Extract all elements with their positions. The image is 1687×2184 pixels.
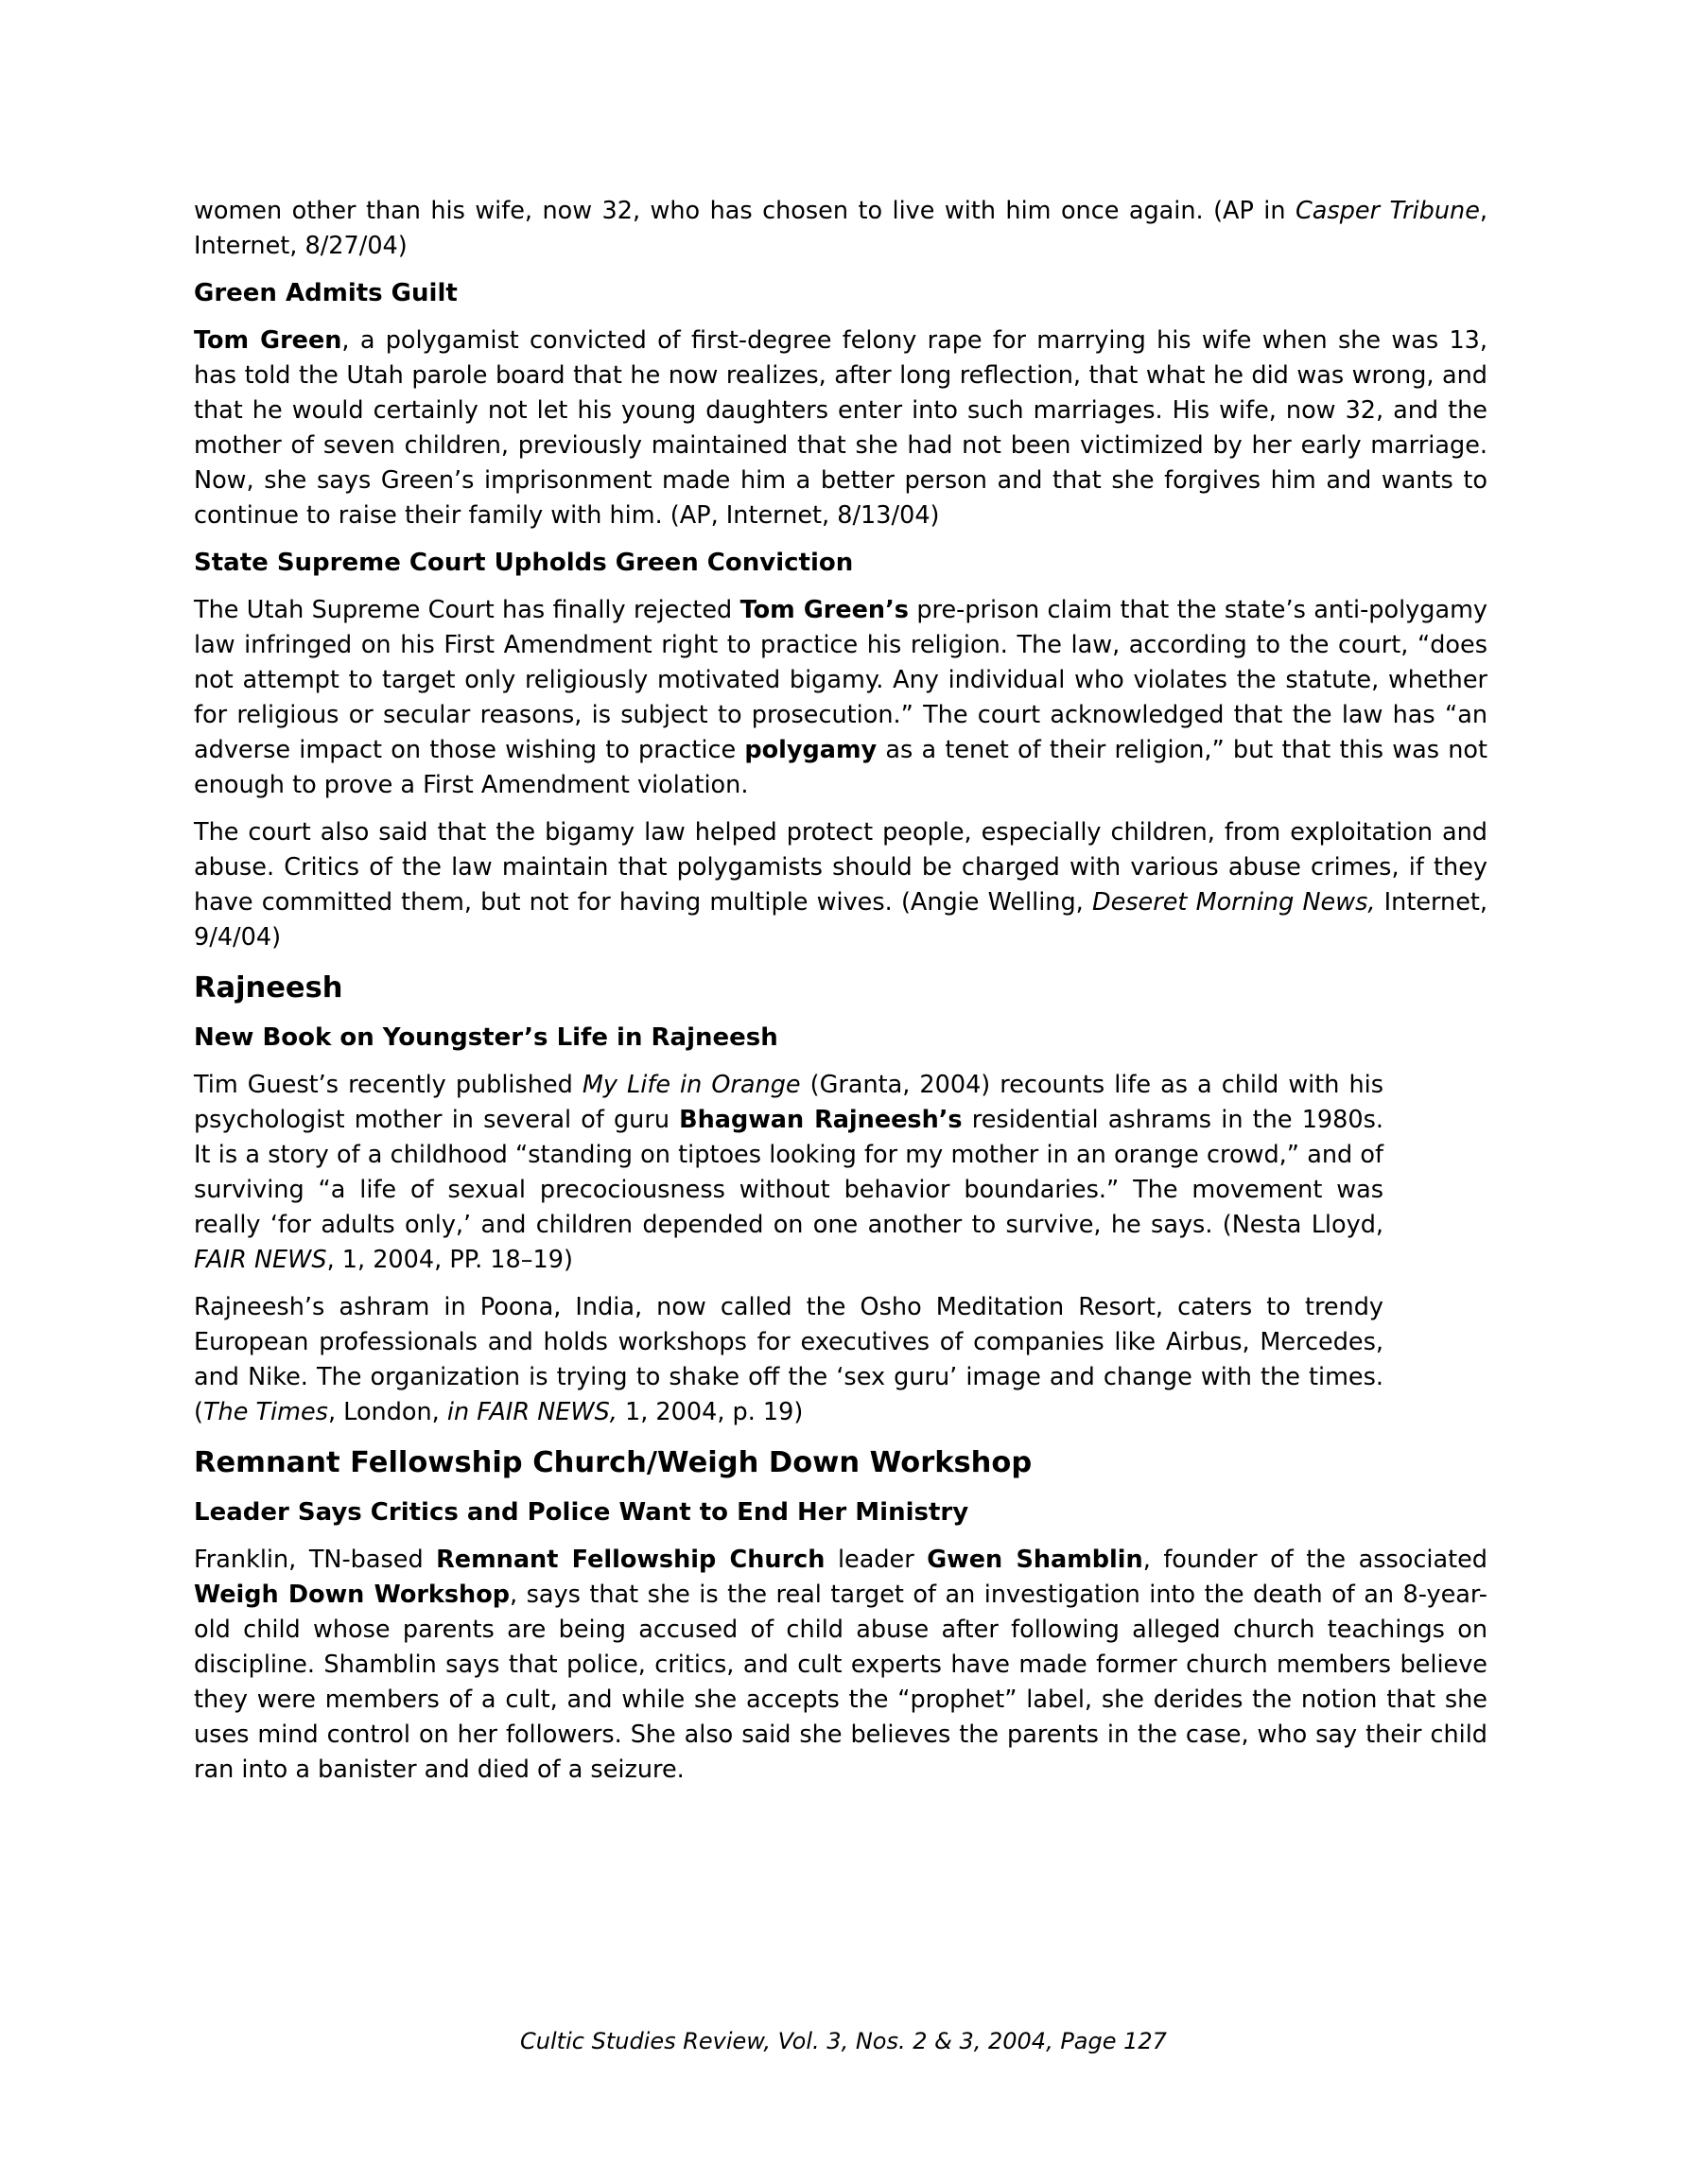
paragraph-bigamy-law-protect [194,815,1487,955]
text-run: Casper Tribune [1296,197,1480,225]
text-run: Franklin, TN-based [194,1546,437,1574]
text-run: The Times [202,1398,328,1426]
text-run: Remnant Fellowship Church/Weigh Down Workshop [194,1446,1033,1479]
text-run: FAIR NEWS [194,1246,327,1274]
text-run: , 1, 2004, PP. 18–19) [326,1246,573,1274]
text-run: , says that she is the real target of an investigation into the death of an 8-year-old child whose parents are being accused of child abuse after following alleged church teachings on discipline. Shamblin says that police, critics, and cult experts have made former church members believe they were members of a cult, and while she accepts the “prophet” label, she derides the notion that she uses mind control on her followers. She also said she believes the parents in the case, who say their child ran into a banister and died of a seizure. [194,1581,1487,1784]
text-run: Rajneesh’s ashram in Poona, India, now called the Osho Meditation Resort, caters to trendy European professionals and holds workshops for executives of companies like Airbus, Mercedes, and Nike. The organization is trying to shake off the ‘sex guru’ image and change with the times. ( [194,1293,1383,1426]
text-run: , London, [327,1398,447,1426]
text-run: residential ashrams in the 1980s. It is a story of a childhood “standing on tiptoes looking for my mother in an orange crowd,” and of surviving “a life of sexual precociousness without behavior boundaries.” The movement was really ‘for adults only,’ and children depended on one another to survive, he says. (Nesta Lloyd, [194,1106,1383,1239]
section-heading-rajneesh [194,968,1487,1008]
text-run: New Book on Youngster’s Life in Rajneesh [194,1023,778,1052]
section-heading-remnant-fellowship [194,1442,1487,1483]
text-run: , founder of the associated [1142,1546,1487,1574]
text-run: pre-prison claim that the state’s anti-polygamy law infringed on his First Amendment right to practice his religion. The law, according to the court, “does not attempt to target only religiously motivated bigamy. Any individual who violates the statute, whether for religious or secular reasons, is subject to prosecution.” The court acknowledged that the law has “an adverse impact on those wishing to practice [194,596,1488,764]
document-content [194,194,1487,1800]
text-run: State Supreme Court Upholds Green Conviction [194,549,854,577]
text-run: Green Admits Guilt [194,279,458,307]
text-run: Gwen Shamblin [927,1546,1143,1574]
paragraph-utah-supreme-court [194,593,1487,803]
paragraph-tom-green-parole [194,323,1487,533]
heading-green-admits-guilt [194,276,1487,311]
text-run: leader [825,1546,928,1574]
text-run: women other than his wife, now 32, who has chosen to live with him once again. (AP in [194,197,1296,225]
text-run: , a polygamist convicted of first-degree felony rape for marrying his wife when she was 13, has told the Utah parole board that he now realizes, after long reflection, that what he did was wrong, and that he would certainly not let his young daughters enter into such marriages. His wife, now 32, and the mother of seven children, previously maintained that she had not been victimized by her early marriage. Now, she says Green’s imprisonment made him a better person and that she forgives him and wants to continue to raise their family with him. (AP, Internet, 8/13/04) [194,326,1487,530]
text-run: My Life in Orange [582,1071,801,1099]
text-run: The court also said that the bigamy law helped protect people, especially children, from exploitation and abuse. Critics of the law maintain that polygamists should be charged with various abuse crimes, if they have committed them, but not for having multiple wives. (Angie Welling, [194,818,1487,917]
paragraph-ap-casper-tribune [194,194,1487,264]
text-run: Tom Green [194,326,342,355]
text-run: in FAIR NEWS, [446,1398,617,1426]
text-run: polygamy [744,736,878,764]
text-run: (Granta, 2004) recounts life as a child with his psychologist mother in several of guru [194,1071,1384,1134]
text-run: Internet, 9/4/04) [194,888,1488,952]
text-run: Rajneesh [194,971,343,1005]
text-run: Tom Green’s [739,596,909,624]
heading-state-supreme-court [194,546,1487,581]
paragraph-tim-guest-book [194,1068,1487,1278]
text-run: Leader Says Critics and Police Want to End Her Ministry [194,1498,969,1527]
heading-new-book-youngster [194,1021,1487,1056]
text-run: Deseret Morning News, [1091,888,1376,917]
text-run: , Internet, 8/27/04) [194,197,1487,260]
text-run: as a tenet of their religion,” but that this was not enough to prove a First Amendment violation. [194,736,1487,799]
text-run: Remnant Fellowship Church [436,1546,826,1574]
text-run: Bhagwan Rajneesh’s [679,1106,963,1134]
text-run: 1, 2004, p. 19) [617,1398,804,1426]
paragraph-franklin-shamblin [194,1543,1487,1788]
text-run: Weigh Down Workshop [194,1581,510,1609]
paragraph-rajneesh-ashram-poona [194,1290,1487,1430]
text-run: Tim Guest’s recently published [194,1071,583,1099]
text-run: The Utah Supreme Court has finally rejected [194,596,740,624]
page-footer: Cultic Studies Review, Vol. 3, Nos. 2 & 3, 2004, Page 127 [520,2028,1167,2054]
heading-leader-says-critics [194,1495,1487,1530]
